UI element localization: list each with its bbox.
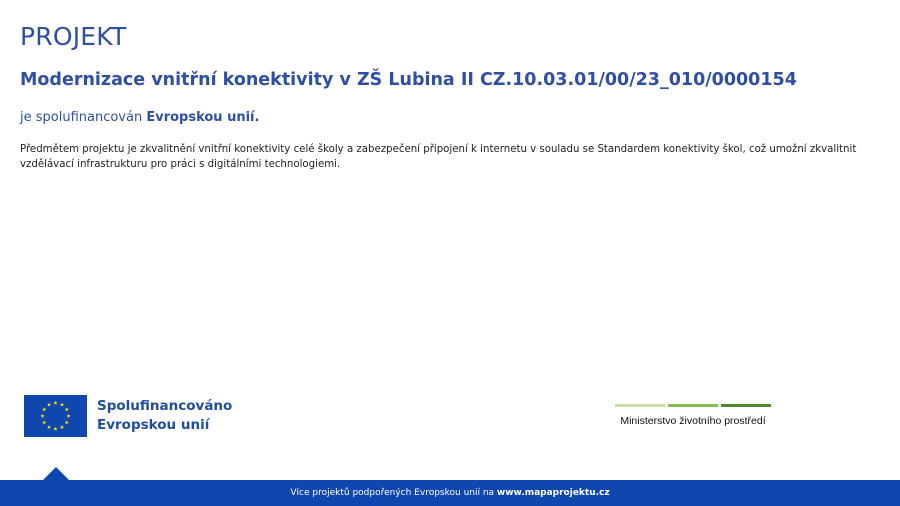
project-description: Předmětem projektu je zkvalitnění vnitřní konektivity celé školy a zabezpečení připojení k internetu v souladu se Standardem konektivity škol, což umožní zkvalitnit vzdělávací infrastrukturu pro práci s digitálními technologiemi. <box>20 144 857 170</box>
ministry-name: Ministerstvo životního prostředí <box>620 415 766 427</box>
eu-star <box>60 403 64 407</box>
ministry-logo <box>615 404 771 427</box>
eu-star <box>42 420 46 424</box>
ministry-color-bars <box>615 404 771 407</box>
page-kicker: PROJEKT <box>20 22 127 51</box>
eu-star <box>40 414 44 418</box>
cofund-prefix: je spolufinancován <box>20 110 147 125</box>
cofund-emphasis: Evropskou unií. <box>146 110 260 125</box>
eu-star <box>42 407 46 411</box>
eu-star <box>53 401 57 405</box>
ministry-bar-1 <box>615 404 665 407</box>
eu-star <box>66 414 70 418</box>
footer-link[interactable]: www.mapaprojektu.cz <box>496 488 610 498</box>
eu-star <box>47 403 51 407</box>
footer-tab-marker <box>43 467 69 480</box>
ministry-bar-2 <box>668 404 718 407</box>
eu-logo-text <box>97 397 232 435</box>
project-title: Modernizace vnitřní konektivity v ZŠ Lubina II CZ.10.03.01/00/23_010/0000154 <box>20 70 797 90</box>
eu-logo-line2: Evropskou unií <box>97 417 210 433</box>
eu-star <box>60 425 64 429</box>
footer-bar <box>0 480 900 506</box>
cofund-statement <box>20 110 259 125</box>
eu-star <box>53 427 57 431</box>
eu-star <box>65 407 69 411</box>
eu-star <box>47 425 51 429</box>
eu-star <box>65 420 69 424</box>
ministry-bar-3 <box>721 404 771 407</box>
eu-flag-icon <box>24 395 87 437</box>
eu-cofund-logo <box>24 395 232 437</box>
eu-logo-line1: Spolufinancováno <box>97 398 233 414</box>
footer-text: Více projektů podpořených Evropskou unií na <box>290 488 497 498</box>
